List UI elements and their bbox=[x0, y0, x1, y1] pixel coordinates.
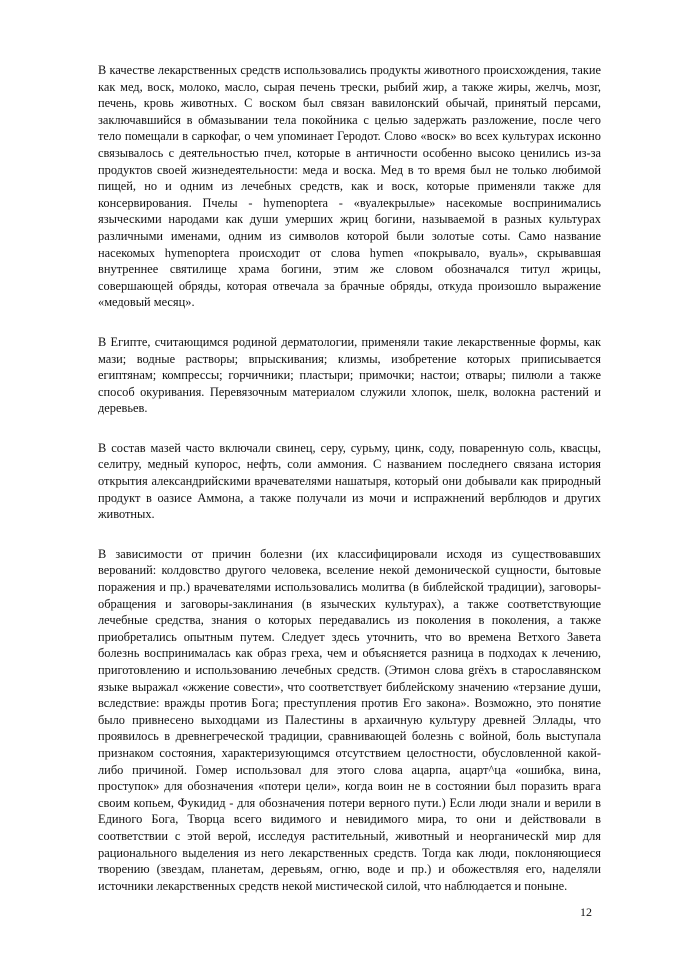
paragraph-ointment-composition: В состав мазей часто включали свинец, серу, сурьму, цинк, соду, поваренную соль, квасцы, селитру, медный купорос, нефть, соли аммония. С названием последнего связана история открытия александрийскими врачевателями нашатыря, который они добывали как природный продукт в оазисе Аммона, а также получали из мочи и испражнений верблюдов и других животных. bbox=[98, 440, 601, 522]
page-body bbox=[98, 62, 601, 894]
paragraph-egypt-dermatology: В Египте, считающимся родиной дерматологии, применяли такие лекарственные формы, как мази; водные растворы; впрыскивания; клизмы, изобретение которых приписывается египтянам; компрессы; горчичники; пластыри; примочки; настои; отвары; пилюли а также способ окуривания. Перевязочным материалом служили хлопок, шелк, волокна растений и деревьев. bbox=[98, 334, 601, 416]
page-number: 12 bbox=[580, 905, 592, 919]
paragraph-disease-causes: В зависимости от причин болезни (их классифицировали исходя из существовавших верований: колдовство другого человека, вселение некой демонической сущности, бытовые поражения и пр.) врачевателями использовались молитва (в библейской традиции), заговоры-обращения и заговоры-заклинания (в языческих культурах), а также соответствующие лечебные средства, знания о которых передавались из поколения в поколения, а также приобретались опытным путем. Следует здесь уточнить, что во времена Ветхого Завета болезнь воспринималась как образ греха, чем и объясняется разница в подходах к лечению, приготовлению и использованию лечебных средств. (Этимон слова grёxъ в старославянском языке выражал «жжение совести», что соответствует библейскому значению «терзание души, вследствие: вражды против Бога; преступления против Его закона». Возможно, это понятие было привнесено выходцами из Палестины в архаичную культуру древней Эллады, что проявилось в древнегреческой традиции, сравнивающей болезнь с войной, боль выступала признаком состояния, характеризующимся отсутствием целостности, обусловленной какой-либо причиной. Гомер использовал для этого слова ацарпа, ацарт^ца «ошибка, вина, проступок» для обозначения «потери цели», когда воин не в состоянии был поразить врага своим копьем, Фукидид - для обозначения потери верного пути.) Если люди знали и верили в Единого Бога, Творца всего видимого и невидимого мира, то они и действовали в соответствии с этой верой, исследуя растительный, животный и неорганическй мир для рационального выделения из него лекарственных средств. Тогда как люди, поклоняющиеся творению (звездам, планетам, деревьям, огню, воде и пр.) и обожествляя его, наделяли источники лекарственных средств некой мистической силой, что наблюдается и поныне. bbox=[98, 546, 601, 893]
paragraph-animal-remedies: В качестве лекарственных средств использовались продукты животного происхождения, такие как мед, воск, молоко, масло, сырая печень трески, рыбий жир, а также жиры, желчь, мозг, печень, кровь животных. С воском был связан вавилонский обычай, принятый персами, заключавшийся в обмазывании тела покойника с целью задержать разложение, после чего тело помещали в саркофаг, о чем упоминает Геродот. Слово «воск» во всех культурах исконно связывалось с деятельностью пчел, которые в античности особенно высоко ценились из-за продуктов своей жизнедеятельности: меда и воска. Мед в то время был не только любимой пищей, но и одним из лечебных средств, как и воск, которые применяли также для консервирования. Пчелы - hymenoptera - «вуалекрылые» насекомые воспринимались языческими народами как души умерших жриц богини, называемой в разных культурах различными именами, одним из символов которой были золотые соты. Само название насекомых hymenoptera происходит от слова hymen «покрывало, вуаль», скрывавшая внутреннее святилище храма богини, этим же словом обозначался титул жрицы, совершающей обряды, которая отвечала за брачные обряды, откуда произошло выражение «медовый месяц». bbox=[98, 63, 601, 310]
